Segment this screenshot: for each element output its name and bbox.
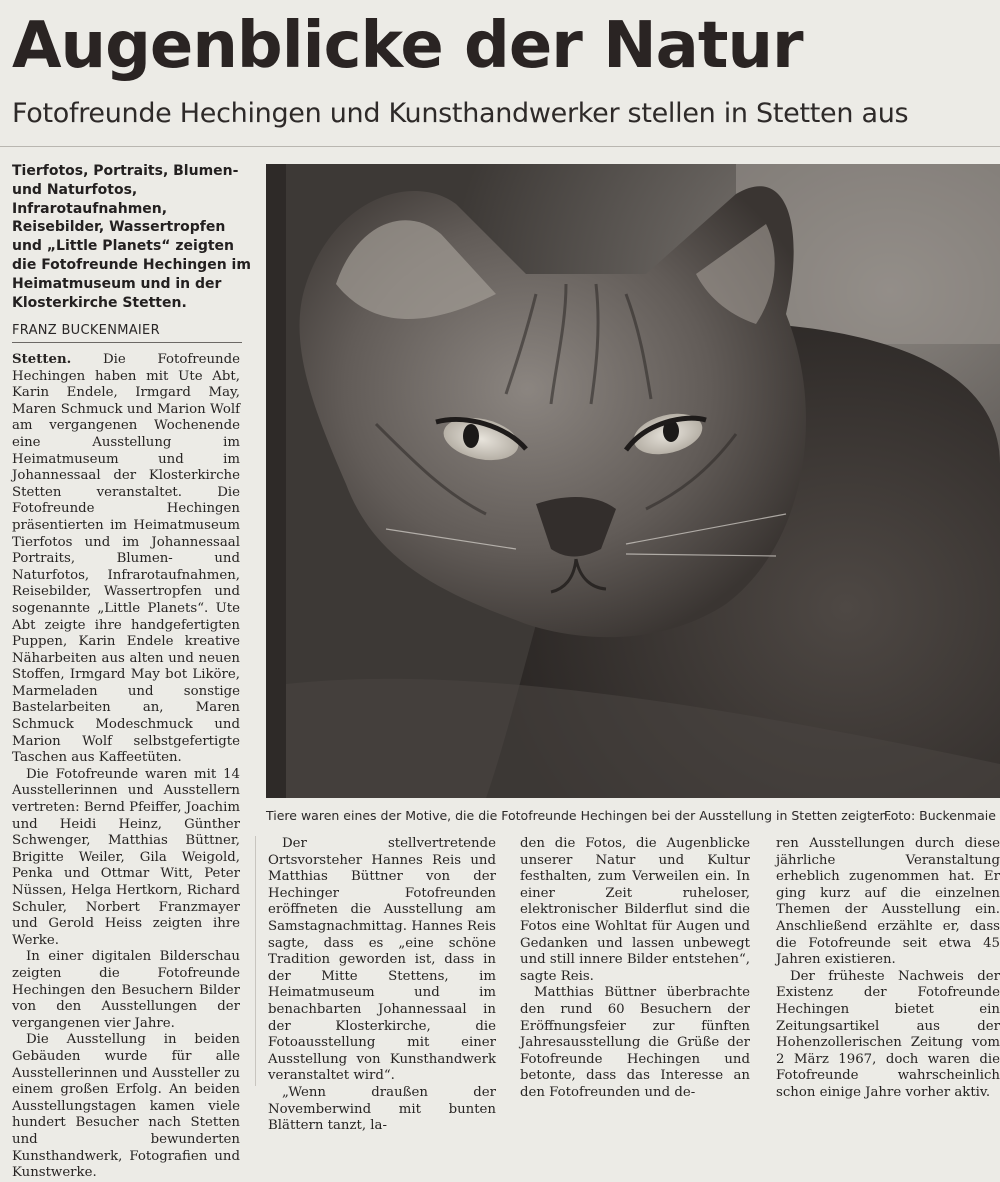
- cat-photo: [266, 164, 1000, 798]
- paragraph: „Wenn draußen der Novemberwind mit bunten Blättern tanzt, la-: [268, 1084, 496, 1134]
- caption-text: Tiere waren eines der Motive, die die Fotofreunde Hechingen bei der Ausstellung in Stetten zeigten.: [266, 808, 892, 823]
- author-byline: FRANZ BUCKENMAIER: [12, 323, 242, 343]
- paragraph: Der früheste Nachweis der Existenz der Fotofreunde Hechingen bietet ein Zeitungsartikel aus der Hohenzollerischen Zeitung vom 2 März 1967, doch waren die Fotofreunde wahrscheinlich schon einige Jahre vorher aktiv.: [776, 968, 1000, 1100]
- article-column-4: [776, 836, 1000, 1102]
- column-divider: [255, 836, 256, 1086]
- paragraph: Matthias Büttner überbrachte den rund 60 Besuchern der Eröffnungsfeier zur fünften Jahresausstellung die Grüße der Fotofreunde Hechingen und betonte, dass das Interesse an den Fotofreunden und de-: [520, 985, 750, 1100]
- paragraph: [12, 352, 240, 767]
- article-column-3: [520, 836, 750, 1102]
- teaser: Tierfotos, Portraits, Blumen- und Naturfotos, Infrarotaufnahmen, Reisebilder, Wassertropfen und „Little Planets“ zeigten die Fotofreunde Hechingen im Heimatmuseum und in der Klosterkirche Stetten.: [12, 163, 251, 311]
- photo-caption: [266, 808, 1000, 823]
- paragraph: den die Fotos, die Augenblicke unserer Natur und Kultur festhalten, zum Verweilen ein. In einer Zeit ruheloser, elektronischer Bilderflut sind die Fotos eine Wohltat für Augen und Gedanken und lassen unbewegt und still innere Bilder entstehen“, sagte Reis.: [520, 836, 750, 984]
- article-column-2: [268, 836, 496, 1135]
- paragraph: Die Ausstellung in beiden Gebäuden wurde für alle Ausstellerinnen und Aussteller zu einem großen Erfolg. An beiden Ausstellungstagen kamen viele hundert Besucher nach Stetten und bewunderten Kunsthandwerk, Fotografien und Kunstwerke.: [12, 1032, 240, 1181]
- paragraph: In einer digitalen Bilderschau zeigten die Fotofreunde Hechingen den Besuchern Bilder von den Ausstellungen der vergangenen vier Jahre.: [12, 949, 240, 1031]
- dateline: Stetten.: [12, 352, 72, 367]
- paragraph-text: Die Fotofreunde Hechingen haben mit Ute Abt, Karin Endele, Irmgard May, Maren Schmuck und Marion Wolf am vergangenen Wochenende eine Ausstellung im Heimatmuseum und im Johannessaal der Klosterkirche Stetten veranstaltet. Die Fotofreunde Hechingen präsentierten im Heimatmuseum Tierfotos und im Johannessaal Portraits, Blumen- und Naturfotos, Infrarotaufnahmen, Reisebilder, Wassertropfen und sogenannte „Little Planets“. Ute Abt zeigte ihre handgefertigten Puppen, Karin Endele kreative Näharbeiten aus alten und neuen Stoffen, Irmgard May bot Liköre, Marmeladen und sonstige Bastelarbeiten an, Maren Schmuck Modeschmuck und Marion Wolf selbstgefertigte Taschen aus Kaffeetüten.: [12, 352, 240, 766]
- paragraph: ren Ausstellungen durch diese jährliche Veranstaltung erheblich zugenommen hat. Er ging kurz auf die einzelnen Themen der Ausstellung ein. Anschließend erzählte er, dass die Fotofreunde seit etwa 45 Jahren existieren.: [776, 836, 1000, 968]
- photo-credit: Foto: Buckenmaie: [884, 808, 996, 823]
- divider: [0, 146, 1000, 147]
- paragraph: Die Fotofreunde waren mit 14 Ausstellerinnen und Ausstellern vertreten: Bernd Pfeiffer, Joachim und Heidi Heinz, Günther Schwenger, Matthias Büttner, Brigitte Weiler, Gila Weigold, Penka und Ottmar Witt, Peter Nüssen, Helga Hertkorn, Richard Schuler, Norbert Franzmayer und Gerold Heiss zeigten ihre Werke.: [12, 766, 240, 948]
- headline: Augenblicke der Natur: [12, 9, 803, 83]
- subheadline: Fotofreunde Hechingen und Kunsthandwerker stellen in Stetten aus: [12, 98, 909, 129]
- paragraph: Der stellvertretende Ortsvorsteher Hannes Reis und Matthias Büttner von der Hechinger Fotofreunden eröffneten die Ausstellung am Samstagnachmittag. Hannes Reis sagte, dass es „eine schöne Tradition geworden ist, dass in der Mitte Stettens, im Heimatmuseum und im benachbarten Johannessaal in der Klosterkirche, die Fotoausstellung mit einer Ausstellung von Kunsthandwerk veranstaltet wird“.: [268, 836, 496, 1084]
- cat-photo-image: [266, 164, 1000, 798]
- article-column-1: [12, 352, 240, 1182]
